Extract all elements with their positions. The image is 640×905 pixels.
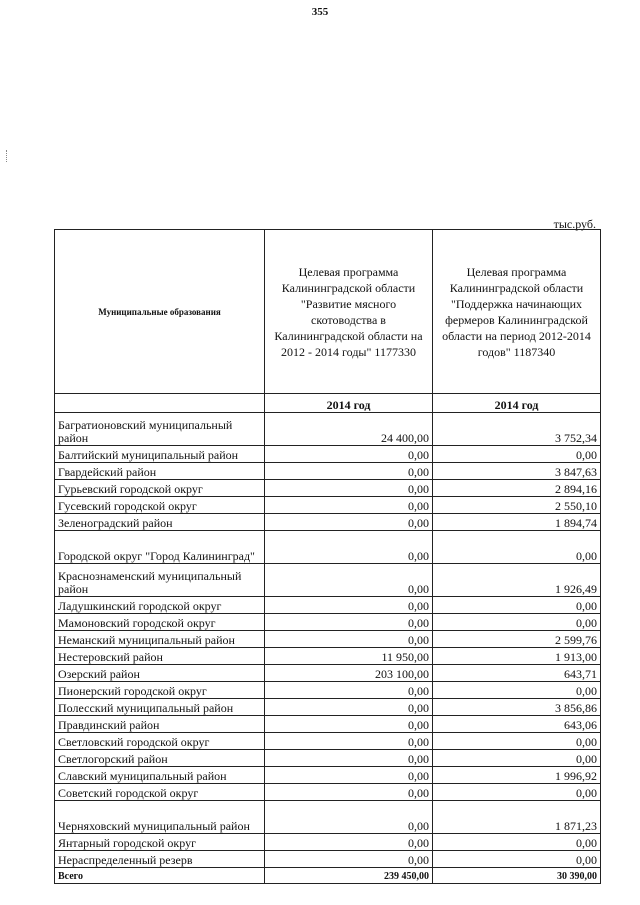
table-row [55,750,601,767]
municipality-name: Правдинский район [55,716,265,733]
total-program2-value: 30 390,00 [433,868,601,884]
program2-value: 1 894,74 [433,514,601,531]
municipality-name: Нераспределенный резерв [55,851,265,868]
municipalities-header [55,230,265,394]
year-row-empty [55,394,265,413]
allocation-table [54,229,601,884]
program2-value: 1 926,49 [433,564,601,597]
program1-value: 0,00 [265,682,433,699]
table-row [55,564,601,597]
municipality-name: Гурьевский городской округ [55,480,265,497]
program1-value: 0,00 [265,784,433,801]
municipality-name: Зеленоградский район [55,514,265,531]
program1-value: 0,00 [265,531,433,564]
program1-header-label: Целевая программа Калининградской области "Развитие мясного скотоводства в Калининградской области на 2012 - 2014 годы" 1177330 [274,264,423,359]
program2-value: 0,00 [433,531,601,564]
municipality-name: Гусевский городской округ [55,497,265,514]
program2-value: 1 913,00 [433,648,601,665]
program2-value: 0,00 [433,682,601,699]
municipality-name: Городской округ "Город Калининград" [55,531,265,564]
program2-value: 0,00 [433,597,601,614]
scan-speck [6,150,11,162]
table-row [55,463,601,480]
program2-header-label: Целевая программа Калининградской области "Поддержка начинающих фермеров Калининградской области на период 2012-2014 годов" 1187340 [442,264,591,359]
program2-value: 2 550,10 [433,497,601,514]
program2-value: 0,00 [433,733,601,750]
total-program1-value: 239 450,00 [265,868,433,884]
municipality-name: Нестеровский район [55,648,265,665]
program1-header [265,230,433,394]
table-row [55,480,601,497]
program1-value: 0,00 [265,463,433,480]
program1-value: 0,00 [265,801,433,834]
municipality-name: Славский муниципальный район [55,767,265,784]
municipality-name: Янтарный городской округ [55,834,265,851]
program1-value: 0,00 [265,699,433,716]
program2-value: 3 752,34 [433,413,601,446]
table-row [55,631,601,648]
municipality-name: Неманский муниципальный район [55,631,265,648]
year-row [55,394,601,413]
table-row [55,733,601,750]
program1-value: 0,00 [265,597,433,614]
table-row [55,801,601,834]
municipality-name: Пионерский городской округ [55,682,265,699]
municipalities-header-label: Муниципальные образования [98,306,221,317]
program1-value: 0,00 [265,564,433,597]
program2-value: 3 856,86 [433,699,601,716]
total-label: Всего [55,868,265,884]
table-row [55,682,601,699]
program2-value: 1 871,23 [433,801,601,834]
municipality-name: Озерский район [55,665,265,682]
table-row [55,497,601,514]
program2-value: 0,00 [433,784,601,801]
municipality-name: Советский городской округ [55,784,265,801]
year2-header: 2014 год [433,394,601,413]
program1-value: 0,00 [265,851,433,868]
program1-value: 11 950,00 [265,648,433,665]
program2-value: 3 847,63 [433,463,601,480]
program2-value: 2 599,76 [433,631,601,648]
municipality-name: Светлогорский район [55,750,265,767]
table-row [55,514,601,531]
program1-value: 0,00 [265,750,433,767]
program1-value: 0,00 [265,480,433,497]
program2-value: 643,06 [433,716,601,733]
table-row [55,446,601,463]
year1-header: 2014 год [265,394,433,413]
program2-value: 0,00 [433,851,601,868]
table-row [55,413,601,446]
program2-value: 0,00 [433,750,601,767]
page-number: 355 [311,6,329,18]
header-row [55,230,601,394]
table-row [55,614,601,631]
program2-value: 643,71 [433,665,601,682]
municipality-name: Ладушкинский городской округ [55,597,265,614]
table-row [55,699,601,716]
program2-value: 0,00 [433,614,601,631]
table-row [55,648,601,665]
program1-value: 0,00 [265,614,433,631]
program2-value: 0,00 [433,446,601,463]
program1-value: 0,00 [265,514,433,531]
table-row [55,767,601,784]
program1-value: 0,00 [265,767,433,784]
table-row [55,851,601,868]
program2-value: 1 996,92 [433,767,601,784]
program1-value: 0,00 [265,834,433,851]
table-row [55,784,601,801]
program2-value: 0,00 [433,834,601,851]
total-row [55,868,601,884]
table-row [55,834,601,851]
program1-value: 0,00 [265,497,433,514]
program1-value: 0,00 [265,446,433,463]
table-row [55,665,601,682]
table-row [55,531,601,564]
municipality-name: Светловский городской округ [55,733,265,750]
table-row [55,716,601,733]
municipality-name: Багратионовский муниципальный район [55,413,265,446]
program1-value: 203 100,00 [265,665,433,682]
units-label: тыс.руб. [553,217,596,231]
municipality-name: Гвардейский район [55,463,265,480]
municipality-name: Полесский муниципальный район [55,699,265,716]
municipality-name: Краснознаменский муниципальный район [55,564,265,597]
municipality-name: Балтийский муниципальный район [55,446,265,463]
municipality-name: Мамоновский городской округ [55,614,265,631]
program1-value: 0,00 [265,631,433,648]
table-row [55,597,601,614]
municipality-name: Черняховский муниципальный район [55,801,265,834]
program2-value: 2 894,16 [433,480,601,497]
program2-header [433,230,601,394]
program1-value: 24 400,00 [265,413,433,446]
program1-value: 0,00 [265,716,433,733]
program1-value: 0,00 [265,733,433,750]
